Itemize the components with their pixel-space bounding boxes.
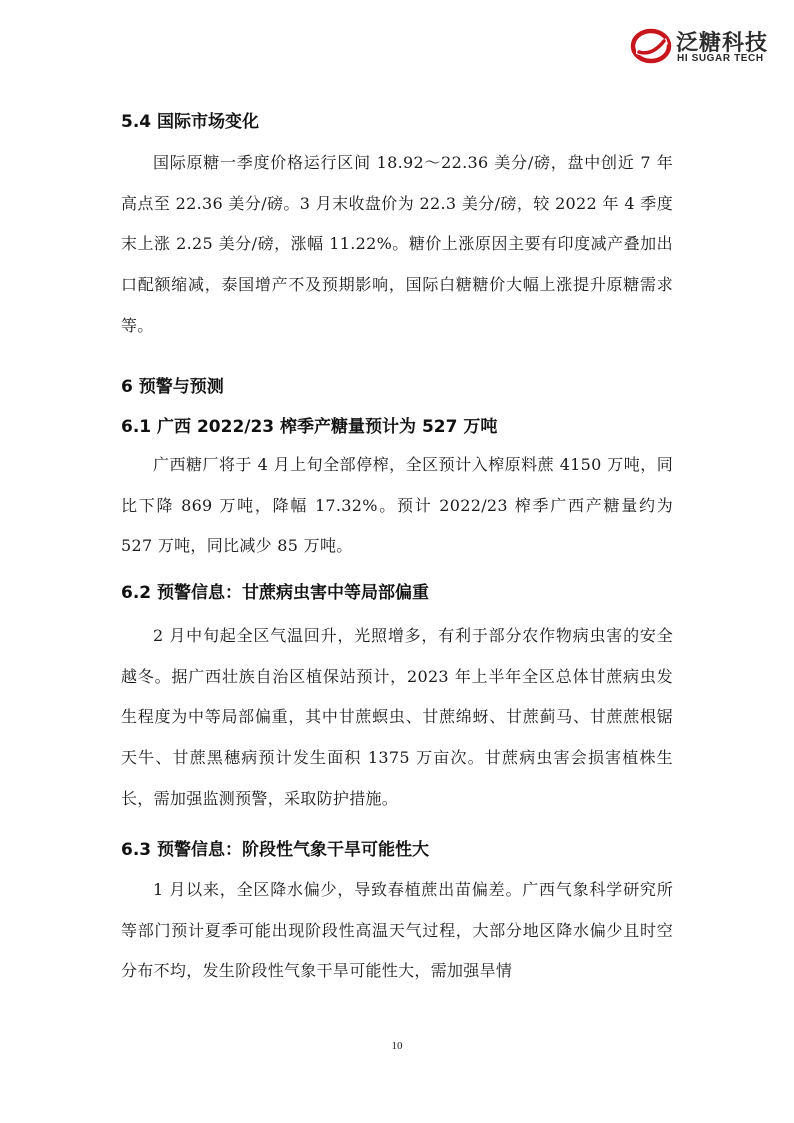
section-heading-6-1: 6.1 广西 2022/23 榨季产糖量预计为 527 万吨 xyxy=(121,417,498,437)
logo-english-text: HI SUGAR TECH xyxy=(677,53,764,64)
logo-chinese-text: 泛糖科技 xyxy=(676,31,769,56)
header-logo xyxy=(630,26,780,66)
section-heading-6: 6 预警与预测 xyxy=(121,377,224,397)
paragraph-sugar-output-forecast: 广西糖厂将于 4 月上旬全部停榨，全区预计入榨原料蔗 4150 万吨，同比下降 869 万吨，降幅 17.32%。预计 2022/23 榨季广西产糖量约为 527 万吨，同比减少 85 万吨。 xyxy=(121,455,673,556)
section-heading-6-3: 6.3 预警信息：阶段性气象干旱可能性大 xyxy=(121,840,430,860)
section-heading-5-4: 5.4 国际市场变化 xyxy=(121,112,260,132)
page-number: 10 xyxy=(391,1040,403,1052)
paragraph-pest-warning: 2 月中旬起全区气温回升，光照增多，有利于部分农作物病虫害的安全越冬。据广西壮族自治区植保站预计，2023 年上半年全区总体甘蔗病虫发生程度为中等局部偏重，其中甘蔗螟虫、甘蔗绵蚜、甘蔗蓟马、甘蔗蔗根锯天牛、甘蔗黑穗病预计发生面积 1375 万亩次。甘蔗病虫害会损害植株生长，需加强监测预警，采取防护措施。 xyxy=(121,626,673,808)
paragraph-international-market: 国际原糖一季度价格运行区间 18.92～22.36 美分/磅，盘中创近 7 年高点至 22.36 美分/磅。3 月末收盘价为 22.3 美分/磅，较 2022 年 4 季度末上涨 2.25 美分/磅，涨幅 11.22%。糖价上涨原因主要有印度减产叠加出口配额缩减，泰国增产不及预期影响，国际白糖糖价大幅上涨提升原糖需求等。 xyxy=(121,153,673,335)
section-heading-6-2: 6.2 预警信息：甘蔗病虫害中等局部偏重 xyxy=(121,583,430,603)
paragraph-drought-warning: 1 月以来，全区降水偏少，导致春植蔗出苗偏差。广西气象科学研究所等部门预计夏季可能出现阶段性高温天气过程，大部分地区降水偏少且时空分布不均，发生阶段性气象干旱可能性大，需加强旱情 xyxy=(121,880,673,981)
hi-sugar-tech-logo-icon xyxy=(630,26,672,66)
